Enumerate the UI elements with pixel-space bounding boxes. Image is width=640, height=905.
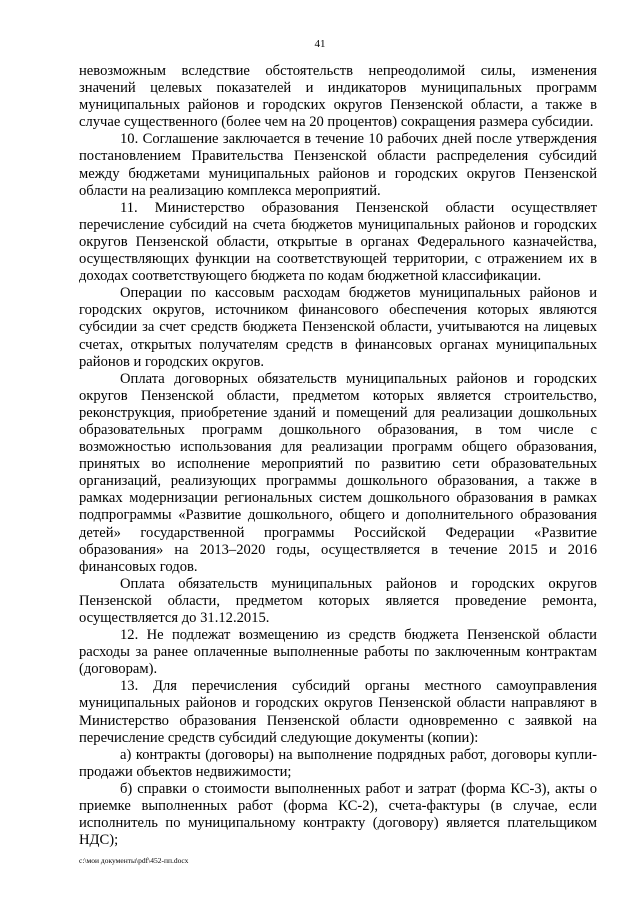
paragraph-cash-operations: Операции по кассовым расходам бюджетов муниципальных районов и городских округов, источником финансового обеспечения которых являются субсидии за счет средств бюджета Пензенской области, учитываются на лицевых счетах, открытых получателям средств в финансовых органах муниципальных районов и городских округов. [79,285,597,370]
paragraph-subitem-a: а) контракты (договоры) на выполнение подрядных работ, договоры купли-продажи объектов недвижимости; [79,746,597,780]
paragraph-continuation: невозможным вследствие обстоятельств непреодолимой силы, изменения значений целевых показателей и индикаторов муниципальных программ муниципальных районов и городских округов Пензенской области, а также в случае существенного (более чем на 20 процентов) сокращения размера субсидии. [79,63,597,131]
paragraph-contract-payment: Оплата договорных обязательств муниципальных районов и городских округов Пензенской области, предметом которых является строительство, реконструкция, приобретение зданий и помещений для реализации дошкольных образовательных программ дошкольного образования, в том числе с возможностью использования для реализации программ общего образования, принятых во исполнение мероприятий по развитию сети образовательных организаций, реализующих программы дошкольного образования, а также в рамках модернизации региональных систем дошкольного образования в рамках подпрограммы «Развитие дошкольного, общего и дополнительного образования детей» государственной программы Российской Федерации «Развитие образования» на 2013–2020 годы, осуществляется в течение 2015 и 2016 финансовых годов. [79,370,597,575]
paragraph-item-12: 12. Не подлежат возмещению из средств бюджета Пензенской области расходы за ранее оплаченные выполненные работы по заключенным контрактам (договорам). [79,627,597,678]
document-body [79,63,597,849]
paragraph-item-10: 10. Соглашение заключается в течение 10 рабочих дней после утверждения постановлением Правительства Пензенской области распределения субсидий между бюджетами муниципальных районов и городских округов Пензенской области на реализацию комплекса мероприятий. [79,131,597,199]
paragraph-subitem-b: б) справки о стоимости выполненных работ и затрат (форма КС-3), акты о приемке выполненных работ (форма КС-2), счета-фактуры (в случае, если исполнитель по муниципальному контракту (договору) является плательщиком НДС); [79,780,597,849]
paragraph-item-13: 13. Для перечисления субсидий органы местного самоуправления муниципальных районов и городских округов Пензенской области направляют в Министерство образования Пензенской области одновременно с заявкой на перечисление средств субсидий следующие документы (копии): [79,678,597,746]
paragraph-repair-payment: Оплата обязательств муниципальных районов и городских округов Пензенской области, предметом которых является проведение ремонта, осуществляется до 31.12.2015. [79,575,597,626]
footer-file-path: c:\мои документы\pdf\452-пп.docx [79,856,189,865]
page-number: 41 [314,38,326,50]
paragraph-item-11: 11. Министерство образования Пензенской области осуществляет перечисление субсидий на счета бюджетов муниципальных районов и городских округов Пензенской области, открытые в органах Федерального казначейства, осуществляющих функции на соответствующей территории, с отражением их в доходах соответствующего бюджета по кодам бюджетной классификации. [79,199,597,285]
